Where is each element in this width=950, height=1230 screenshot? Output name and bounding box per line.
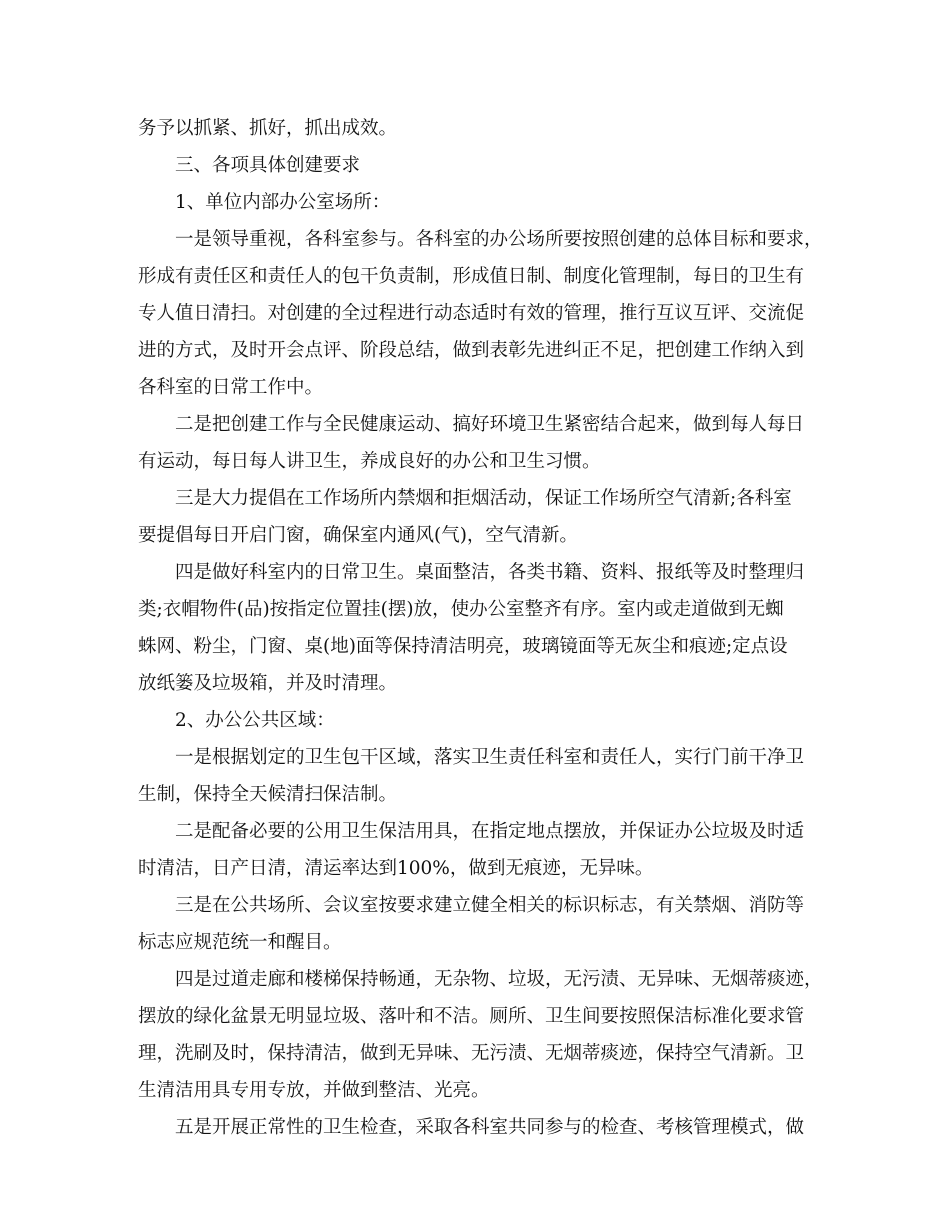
text-line: 蛛网、粉尘，门窗、桌(地)面等保持清洁明亮，玻璃镜面等无灰尘和痕迹;定点设: [138, 636, 788, 657]
text-line: 放纸篓及垃圾箱，并及时清理。: [138, 673, 398, 694]
text-line: 各科室的日常工作中。: [138, 377, 324, 398]
paragraph-start-line: 四是过道走廊和楼梯保持畅通，无杂物、垃圾，无污渍、无异味、无烟蒂痰迹，: [175, 969, 823, 990]
subsection-heading: 1、单位内部办公室场所：: [175, 192, 391, 213]
section-heading: 三、各项具体创建要求: [175, 155, 361, 176]
text-line: 专人值日清扫。对创建的全过程进行动态适时有效的管理，推行互议互评、交流促: [138, 303, 805, 324]
text-line: 要提倡每日开启门窗，确保室内通风(气)，空气清新。: [138, 525, 578, 546]
text-line: 理，洗刷及时，保持清洁，做到无异味、无污渍、无烟蒂痰迹，保持空气清新。卫: [138, 1043, 805, 1064]
text-line: 有运动，每日每人讲卫生，养成良好的办公和卫生习惯。: [138, 451, 601, 472]
text-line: 标志应规范统一和醒目。: [138, 932, 342, 953]
text-line: 进的方式，及时开会点评、阶段总结，做到表彰先进纠正不足，把创建工作纳入到: [138, 340, 805, 361]
paragraph-start-line: 二是把创建工作与全民健康运动、搞好环境卫生紧密结合起来，做到每人每日: [175, 414, 805, 435]
paragraph-start-line: 一是根据划定的卫生包干区域，落实卫生责任科室和责任人，实行门前干净卫: [175, 747, 805, 768]
text-line: 生清洁用具专用专放，并做到整洁、光亮。: [138, 1080, 490, 1101]
text-line: 生制，保持全天候清扫保洁制。: [138, 784, 398, 805]
text-line: 时清洁，日产日清，清运率达到100%，做到无痕迹，无异味。: [138, 858, 654, 879]
paragraph-start-line: 三是大力提倡在工作场所内禁烟和拒烟活动，保证工作场所空气清新;各科室: [175, 488, 792, 509]
paragraph-start-line: 五是开展正常性的卫生检查，采取各科室共同参与的检查、考核管理模式，做: [175, 1117, 805, 1138]
paragraph-start-line: 四是做好科室内的日常卫生。桌面整洁，各类书籍、资料、报纸等及时整理归: [175, 562, 805, 583]
text-line: 形成有责任区和责任人的包干负责制，形成值日制、制度化管理制，每日的卫生有: [138, 266, 805, 287]
paragraph-start-line: 三是在公共场所、会议室按要求建立健全相关的标识标志，有关禁烟、消防等: [175, 895, 805, 916]
text-line: 摆放的绿化盆景无明显垃圾、落叶和不洁。厕所、卫生间要按照保洁标准化要求管: [138, 1006, 805, 1027]
text-line: 务予以抓紧、抓好，抓出成效。: [138, 118, 398, 139]
paragraph-start-line: 一是领导重视，各科室参与。各科室的办公场所要按照创建的总体目标和要求，: [175, 229, 823, 250]
text-line: 类;衣帽物件(品)按指定位置挂(摆)放，使办公室整齐有序。室内或走道做到无蜘: [138, 599, 784, 620]
paragraph-start-line: 二是配备必要的公用卫生保洁用具，在指定地点摆放，并保证办公垃圾及时适: [175, 821, 805, 842]
subsection-heading: 2、办公公共区域：: [175, 710, 335, 731]
